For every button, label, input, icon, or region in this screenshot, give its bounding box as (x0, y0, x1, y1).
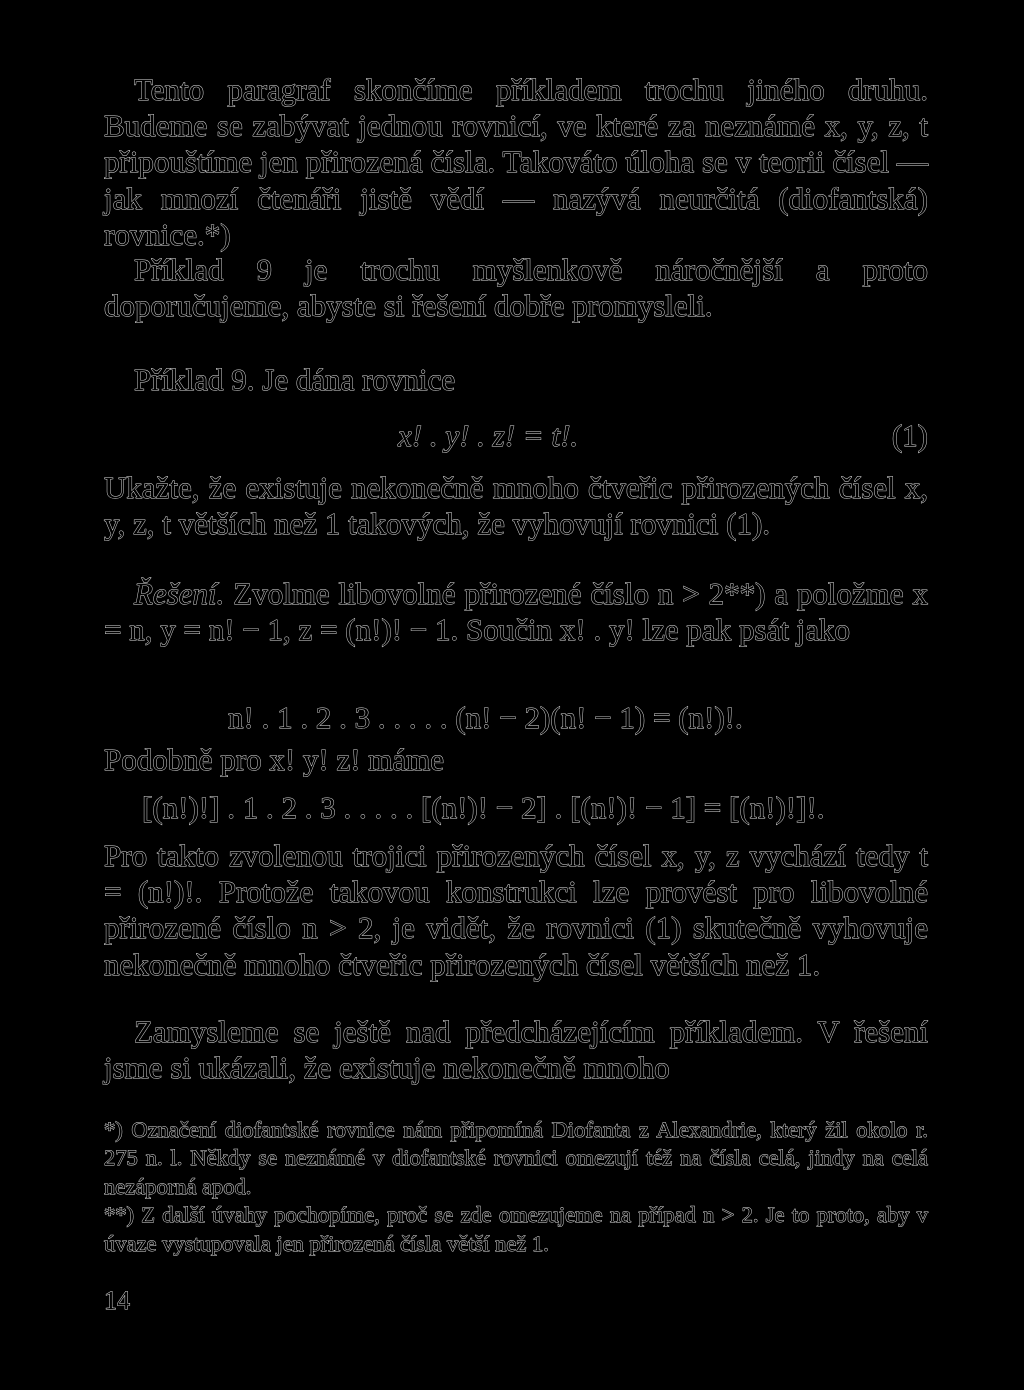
equation-number: (1) (891, 418, 928, 453)
hint-paragraph: Příklad 9 je trochu myšlenkově náročnější a proto doporučujeme, abyste si řešení dobře promysleli. (104, 252, 928, 324)
task-paragraph: Ukažte, že existuje nekonečně mnoho čtveřic přirozených čísel x, y, z, t větších než 1 takových, že vyhovují rovnici (1). (104, 470, 928, 542)
intro-paragraph: Tento paragraf skončíme příkladem trochu jiného druhu. Budeme se zabývat jednou rovnicí, ve které za neznámé x, y, z, t připouštíme jen přirozená čísla. Takováto úloha se v teorii čísel — jak mnozí čtenáři jistě vědí — nazývá neurčitá (diofantská) rovnice.*) (104, 72, 928, 252)
conclusion-paragraph: Pro takto zvolenou trojici přirozených čísel x, y, z vychází tedy t = (n!)!. Protože takovou konstrukci lze provést pro libovolné přirozené číslo n > 2, je vidět, že rovnici (1) skutečně vyhovuje nekonečně mnoho čtveřic přirozených čísel větších než 1. (104, 838, 928, 982)
main-equation: x! . y! . z! = t!. (398, 418, 579, 453)
page-number: 14 (104, 1286, 130, 1315)
solution-label: Řešení. (134, 576, 225, 611)
solution-paragraph: Řešení. Zvolme libovolné přirozené číslo n > 2**) a položme x = n, y = n! − 1, z = (n!)! − 1. Součin x! . y! lze pak psát jako (104, 576, 928, 648)
reflection-paragraph: Zamysleme se ještě nad předcházejícím příkladem. V řešení jsme si ukázali, že existuje nekonečně mnoho (104, 1014, 928, 1086)
footnote-2: **) Z další úvahy pochopíme, proč se zde omezujeme na případ n > 2. Je to proto, aby v úvaze vystupovala jen přirozená čísla větší než 1. (104, 1202, 928, 1256)
footnotes (104, 1116, 928, 1258)
example-heading: Příklad 9. Je dána rovnice (134, 362, 456, 397)
analog-line: Podobně pro x! y! z! máme (104, 742, 445, 777)
footnote-1: *) Označení diofantské rovnice nám připomíná Diofanta z Alexandrie, který žil okolo r. 275 n. l. Někdy se neznámé v diofantské rovnici omezují též na čísla celá, jindy na celá nezáporná apod. (104, 1117, 928, 1199)
product-equation-1: n! . 1 . 2 . 3 . . . . . (n! − 2)(n! − 1) = (n!)!. (228, 700, 743, 735)
product-equation-2: [(n!)!] . 1 . 2 . 3 . . . . . [(n!)! − 2] . [(n!)! − 1] = [(n!)!]!. (142, 790, 825, 825)
